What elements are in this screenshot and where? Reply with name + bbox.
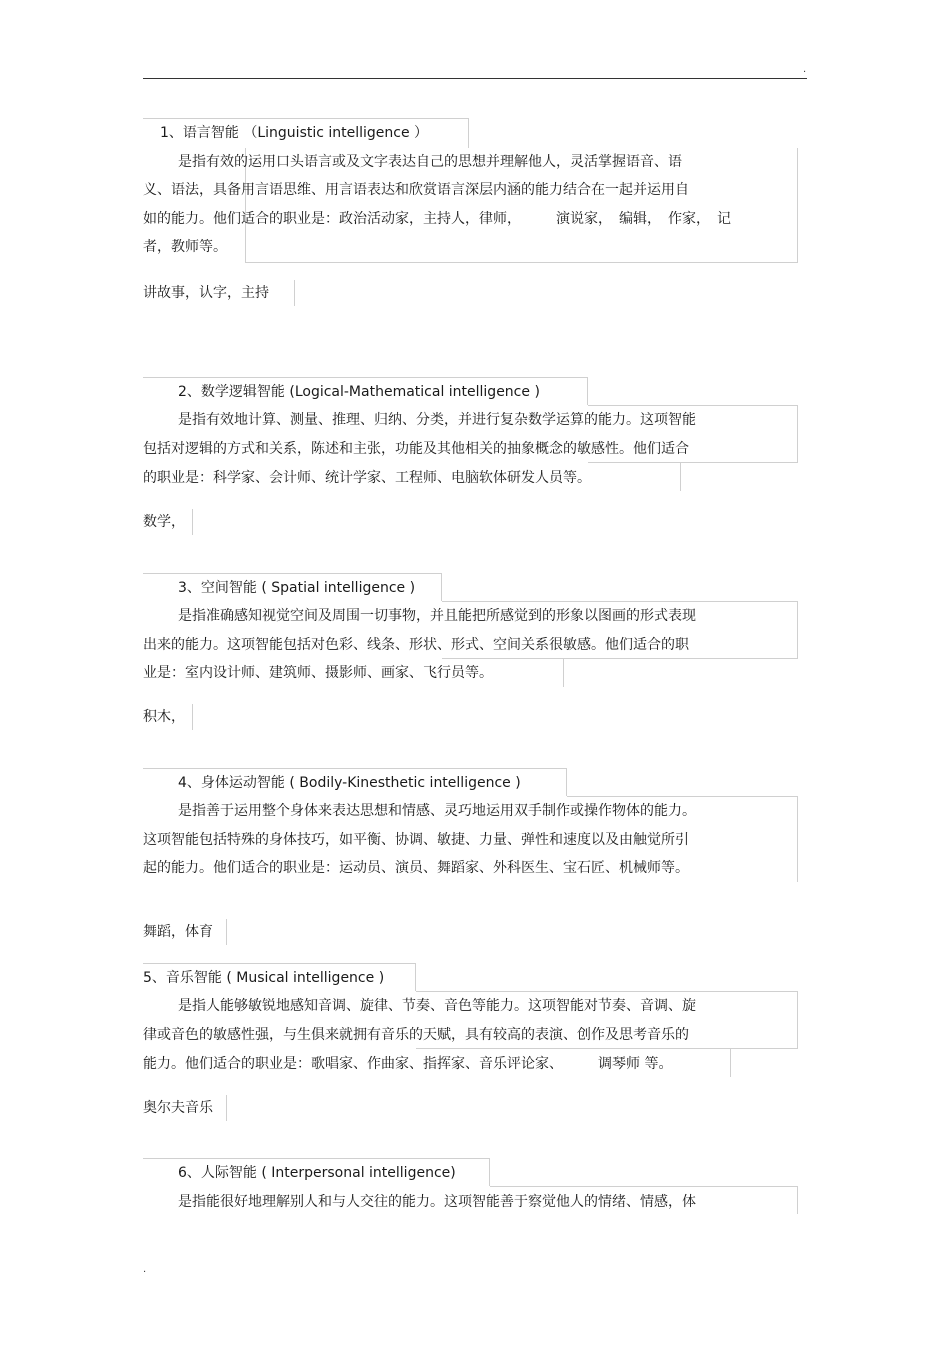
section-heading: 3、空间智能 ( Spatial intelligence ) [178,580,416,596]
paragraph-line: 是指善于运用整个身体来表达思想和情感、灵巧地运用双手制作或操作物体的能力。 [178,803,696,819]
section-heading: 4、身体运动智能 ( Bodily-Kinesthetic intelligence ) [178,775,521,791]
paragraph-frame [730,1049,798,1077]
section-heading: 1、语言智能 （Linguistic intelligence ） [160,125,429,141]
paragraph-line: 是指人能够敏锐地感知音调、旋律、节奏、音色等能力。这项智能对节奏、音调、旋 [178,998,696,1014]
section-heading: 2、数学逻辑智能 (Logical-Mathematical intelligence ) [178,384,540,400]
paragraph-line: 是指有效地计算、测量、推理、归纳、分类，并进行复杂数学运算的能力。这项智能 [178,412,696,428]
section-heading: 6、人际智能 ( Interpersonal intelligence) [178,1165,456,1181]
paragraph-line: 是指有效的运用口头语言或及文字表达自己的思想并理解他人，灵活掌握语音、语 [178,154,682,170]
paragraph-line: 是指准确感知视觉空间及周围一切事物，并且能把所感觉到的形象以图画的形式表现 [178,608,696,624]
paragraph-line: 律或音色的敏感性强，与生俱来就拥有音乐的天赋，具有较高的表演、创作及思考音乐的 [143,1027,689,1043]
paragraph-frame [563,659,798,687]
paragraph-frame [680,463,798,491]
paragraph-line: 的职业是：科学家、会计师、统计学家、工程师、电脑软体研发人员等。 [143,470,591,486]
activities-text: 舞蹈，体育 [143,924,213,940]
activities-text: 讲故事，认字，主持 [143,285,269,301]
activities-text: 积木， [143,709,185,725]
paragraph-line: 是指能很好地理解别人和与人交往的能力。这项智能善于察觉他人的情绪、情感，体 [178,1194,696,1210]
header-dot: . [803,64,807,75]
paragraph-line: 能力。他们适合的职业是：歌唱家、作曲家、指挥家、音乐评论家、 调琴师 等。 [143,1056,673,1072]
paragraph-line: 起的能力。他们适合的职业是：运动员、演员、舞蹈家、外科医生、宝石匠、机械师等。 [143,860,689,876]
paragraph-line: 义、语法，具备用言语思维、用言语表达和欣赏语言深层内涵的能力结合在一起并运用自 [143,182,689,198]
header-rule [143,78,807,79]
paragraph-line: 出来的能力。这项智能包括对色彩、线条、形状、形式、空间关系很敏感。他们适合的职 [143,637,689,653]
activities-text: 奥尔夫音乐 [143,1100,213,1116]
paragraph-line: 者，教师等。 [143,239,227,255]
paragraph-line: 业是：室内设计师、建筑师、摄影师、画家、飞行员等。 [143,665,493,681]
section-heading: 5、音乐智能 ( Musical intelligence ) [143,970,385,986]
paragraph-line: 如的能力。他们适合的职业是：政治活动家，主持人，律师， 演说家， 编辑， 作家， 记 [143,211,731,227]
paragraph-line: 这项智能包括特殊的身体技巧，如平衡、协调、敏捷、力量、弹性和速度以及由触觉所引 [143,832,689,848]
activities-text: 数学， [143,514,185,530]
paragraph-line: 包括对逻辑的方式和关系，陈述和主张，功能及其他相关的抽象概念的敏感性。他们适合 [143,441,689,457]
footer-dot: . [143,1264,147,1275]
